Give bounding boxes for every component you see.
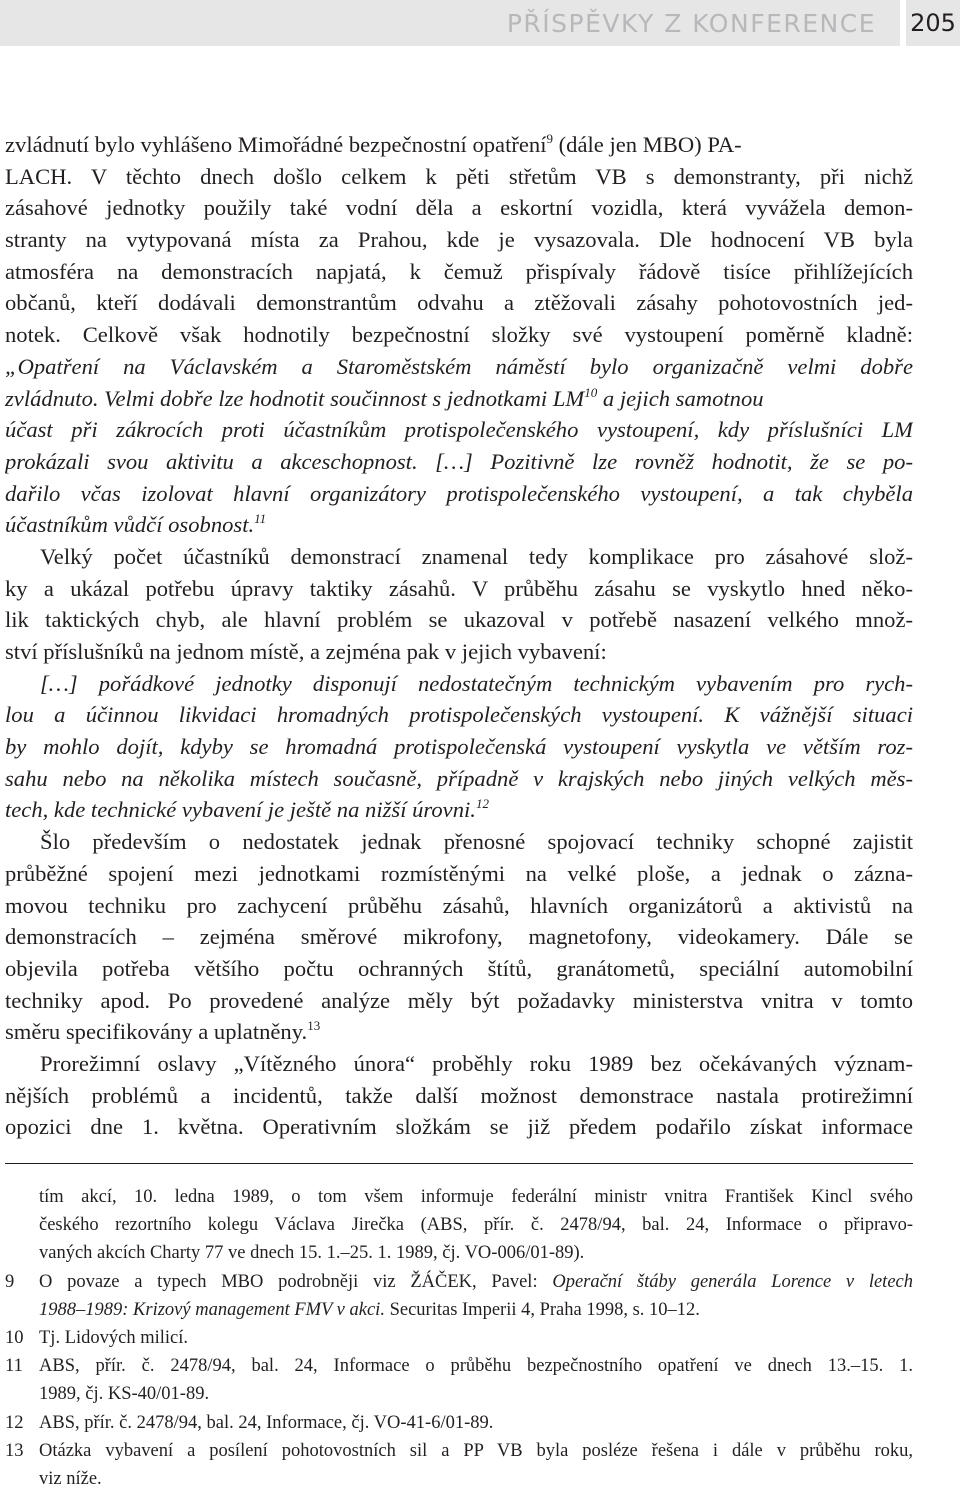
text-line: směru specifikovány a uplatněny.$^{13}$ — [5, 1018, 321, 1045]
text-line: techniky apod. Po provedené analýze měly být požadavky ministerstva vnitra v tomto — [5, 987, 913, 1013]
text-line: nějších problémů a incidentů, takže další možnost demonstrace nastala protirežimní — [5, 1082, 913, 1108]
footnote-line: českého rezortního kolegu Václava Jirečka (ABS, přír. č. 2478/94, bal. 24, Informace o připravo- — [39, 1215, 913, 1236]
quote-line: sahu nebo na několika místech současně, případně v krajských nebo jiných velkých měs- — [5, 765, 913, 791]
text-line: zásahové jednotky použily také vodní děla a eskortní vozidla, která vyvážela demon- — [5, 195, 913, 221]
footnotes — [5, 1183, 913, 1493]
footnote-line: ABS, přír. č. 2478/94, bal. 24, Informace o průběhu bezpečnostního opatření ve dnech 13.–15. 1. — [39, 1356, 913, 1377]
quote-line: lou a účinnou likvidaci hromadných protispolečenských vystoupení. K vážnější situaci — [5, 702, 913, 728]
quote-line: „Opatření na Václavském a Staroměstském náměstí bylo organizačně velmi dobře — [5, 353, 913, 379]
footnote-9 — [5, 1268, 913, 1324]
footnote-line: viz níže. — [39, 1469, 102, 1490]
footnote-line: tím akcí, 10. ledna 1989, o tom všem informuje federální ministr vnitra František Kincl svého — [39, 1187, 913, 1207]
footnote-line: ABS, přír. č. 2478/94, bal. 24, Informace, čj. VO-41-6/01-89. — [39, 1412, 494, 1433]
quote-line: dařilo včas izolovat hlavní organizátory protispolečenského vystoupení, a tak chyběla — [5, 480, 913, 506]
text-line: opozici dne 1. května. Operativním složkám se již předem podařilo získat informace — [5, 1114, 913, 1140]
text-line: LACH. V těchto dnech došlo celkem k pěti střetům VB s demonstranty, při nichž — [5, 163, 913, 189]
footnote-10 — [5, 1324, 913, 1352]
main-text — [5, 129, 913, 1143]
footnote-12 — [5, 1409, 913, 1437]
footnote-number: 11 — [5, 1356, 23, 1377]
text-line: Velký počet účastníků demonstrací znamenal tedy komplikace pro zásahové slož- — [40, 543, 913, 569]
footnote-divider — [5, 1163, 913, 1164]
quote-line: zvládnuto. Velmi dobře lze hodnotit součinnost s jednotkami LM$^{10}$ a jejich samotnou — [5, 384, 764, 411]
quote-line: účastníkům vůdčí osobnost.$^{11}$ — [5, 511, 267, 538]
footnote-ref[interactable]: 10 — [584, 384, 598, 400]
footnote-number: 10 — [5, 1328, 24, 1349]
footnote-line: Otázka vybavení a posílení pohotovostních sil a PP VB byla posléze řešena i dále v průběhu roku, — [39, 1440, 913, 1461]
quote-line: […] pořádkové jednotky disponují nedostatečným technickým vybavením pro rych- — [40, 670, 913, 696]
footnote-11 — [5, 1352, 913, 1408]
text-line: lik taktických chyb, ale hlavní problém se ukazoval v potřebě nasazení velkého množ- — [5, 607, 913, 633]
footnote-number: 12 — [5, 1412, 24, 1433]
text-line: atmosféra na demonstracích napjatá, k čemuž přispívaly řádově tisíce přihlížejících — [5, 258, 913, 284]
running-header — [0, 0, 960, 46]
footnote-line: vaných akcích Charty 77 ve dnech 15. 1.–25. 1. 1989, čj. VO-006/01-89). — [39, 1243, 585, 1264]
footnote-number: 13 — [5, 1440, 24, 1461]
quote-line: tech, kde technické vybavení je ještě na nižší úrovni.$^{12}$ — [5, 796, 489, 823]
footnote-ref[interactable]: 12 — [475, 796, 489, 812]
quote-line: by mohlo dojít, kdyby se hromadná protispolečenská vystoupení vyskytla ve větším roz- — [5, 734, 913, 760]
text-line: ství příslušníků na jednom místě, a zejména pak v jejich vybavení: — [5, 639, 607, 664]
footnote-number: 9 — [5, 1271, 15, 1292]
footnote-ref[interactable]: 13 — [307, 1018, 321, 1034]
quote-line: prokázali svou aktivitu a akceschopnost. […] Pozitivně lze rovněž hodnotit, že se po- — [5, 448, 913, 474]
text-line: zvládnutí bylo vyhlášeno Mimořádné bezpečnostní opatření$^9$ (dále jen MBO) PA- — [5, 131, 742, 157]
text-line: stranty na vytypovaná místa za Prahou, kde je vysazovala. Dle hodnocení VB byla — [5, 227, 913, 253]
text-line: Šlo především o nedostatek jednak přenosné spojovací techniky schopné zajistit — [40, 829, 913, 855]
section-title: PŘÍSPĚVKY Z KONFERENCE — [506, 8, 876, 38]
footnote-line: Tj. Lidových milicí. — [39, 1328, 189, 1349]
header-band — [0, 0, 900, 46]
footnote-line: 1989, čj. KS-40/01-89. — [39, 1384, 210, 1405]
text-line: průběžné spojení mezi jednotkami rozmístěnými na velké ploše, a jednak o zázna- — [5, 860, 913, 886]
text-line: notek. Celkově však hodnotily bezpečnostní složky své vystoupení poměrně kladně: — [5, 322, 913, 348]
page-number: 205 — [906, 0, 960, 46]
text-line: movou techniku pro zachycení průběhu zásahů, hlavních organizátorů a aktivistů na — [5, 892, 913, 918]
text-line: občanů, kteří dodávali demonstrantům odvahu a ztěžovali zásahy pohotovostních jed- — [5, 290, 913, 316]
footnote-ref[interactable]: 9 — [546, 131, 553, 146]
quote-line: účast při zákrocích proti účastníkům protispolečenského vystoupení, kdy příslušníci LM — [5, 417, 913, 443]
text-line: Prorežimní oslavy „Vítězného února“ proběhly roku 1989 bez očekávaných význam- — [40, 1050, 913, 1076]
footnote-ref[interactable]: 11 — [254, 511, 267, 527]
footnote-line: 1988–1989: Krizový management FMV v akci. Securitas Imperii 4, Praha 1998, s. 10–12. — [39, 1299, 700, 1320]
text-line: demonstracích – zejména směrové mikrofony, magnetofony, videokamery. Dále se — [5, 924, 913, 950]
footnote-line: O povaze a typech MBO podrobněji viz ŽÁČEK, Pavel: Operační štáby generála Lorence v letech — [39, 1271, 913, 1292]
footnote-continuation — [5, 1183, 913, 1268]
text-line: objevila potřeba většího počtu ochranných štítů, granátometů, speciální automobilní — [5, 955, 913, 981]
text-line: ky a ukázal potřebu úpravy taktiky zásahů. V průběhu zásahu se vyskytlo hned něko- — [5, 575, 913, 601]
footnote-13 — [5, 1437, 913, 1493]
